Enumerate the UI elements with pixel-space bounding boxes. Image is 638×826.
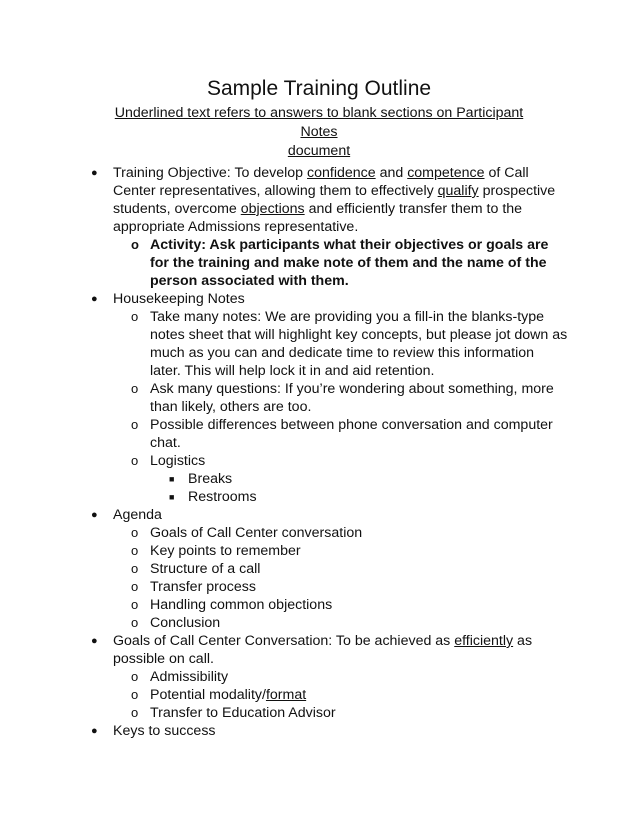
agenda-item: Transfer process [150, 579, 256, 595]
agenda-item: Conclusion [150, 615, 221, 631]
objective-text-3: of Call Center representatives, allowing them to effectively [113, 165, 529, 199]
circle-bullet-icon: o [131, 453, 139, 468]
outline-subitem [0, 560, 568, 578]
housekeeping-item-notes: Take many notes: We are providing you a fill-in the blanks-type notes sheet that will highlight key concepts, but please jot down as much as you can and dedicate time to review this information later. This will help lock it in and aid retention. [150, 309, 568, 379]
circle-bullet-icon: o [131, 579, 139, 594]
outline-subsubitem [0, 488, 568, 506]
circle-bullet-icon: o [131, 669, 139, 684]
agenda-label: Agenda [113, 507, 162, 523]
outline-subitem [0, 686, 568, 704]
document-title: Sample Training Outline [206, 77, 432, 100]
objective-text-1: Training Objective: To develop [113, 165, 308, 181]
subtitle-line-2: document [287, 143, 351, 159]
goals-item-transfer: Transfer to Education Advisor [150, 705, 336, 721]
circle-bullet-icon: o [131, 543, 139, 558]
circle-bullet-icon: o [131, 561, 139, 576]
agenda-item: Structure of a call [150, 561, 261, 577]
bullet-icon: ● [91, 167, 98, 179]
goals-item-admissibility: Admissibility [150, 669, 229, 685]
circle-bullet-icon: o [131, 381, 139, 396]
circle-bullet-icon: o [131, 309, 139, 324]
bullet-icon: ● [91, 635, 98, 647]
bullet-icon: ● [91, 509, 98, 521]
outline-subitem [0, 704, 568, 722]
outline-subitem [0, 416, 568, 452]
outline-subitem [0, 308, 568, 380]
keys-label: Keys to success [113, 723, 216, 739]
outline-subitem [0, 578, 568, 596]
circle-bullet-icon: o [131, 615, 139, 630]
agenda-item: Goals of Call Center conversation [150, 525, 363, 541]
blank-answer-format: format [265, 687, 307, 703]
blank-answer-confidence: confidence [307, 165, 376, 181]
outline-subitem [0, 524, 568, 542]
outline-subitem [0, 452, 568, 470]
outline-item-training-objective [0, 164, 565, 236]
goals-text-1: Goals of Call Center Conversation: To be achieved as [113, 633, 455, 649]
circle-bullet-icon: o [131, 687, 139, 702]
outline-item-agenda [0, 506, 565, 524]
housekeeping-item-questions: Ask many questions: If you’re wondering about something, more than likely, others are too. [150, 381, 554, 415]
outline [0, 164, 638, 740]
circle-bullet-icon: o [131, 237, 139, 252]
agenda-item: Key points to remember [150, 543, 301, 559]
goals-item-modality: Potential modality/ [150, 687, 266, 703]
housekeeping-item-logistics: Logistics [150, 453, 206, 469]
circle-bullet-icon: o [131, 417, 139, 432]
circle-bullet-icon: o [131, 705, 139, 720]
objective-text-4: prospective students, overcome [113, 183, 556, 217]
outline-subitem [0, 596, 568, 614]
bullet-icon: ● [91, 725, 98, 737]
blank-answer-qualify: qualify [437, 183, 479, 199]
agenda-item: Handling common objections [150, 597, 333, 613]
circle-bullet-icon: o [131, 597, 139, 612]
outline-subsubitem [0, 470, 568, 488]
blank-answer-competence: competence [407, 165, 485, 181]
blank-answer-objections: objections [240, 201, 305, 217]
outline-subitem [0, 668, 568, 686]
objective-text-5: and efficiently transfer them to the appropriate Admissions representative. [113, 201, 523, 235]
circle-bullet-icon: o [131, 525, 139, 540]
outline-subitem [0, 380, 568, 416]
logistics-item-restrooms: Restrooms [188, 489, 257, 505]
outline-item-goals [0, 632, 565, 668]
activity-text: Activity: Ask participants what their objectives or goals are for the training and make note of them and the name of the person associated with them. [150, 237, 549, 289]
outline-subitem [0, 614, 568, 632]
housekeeping-label: Housekeeping Notes [113, 291, 245, 307]
square-bullet-icon: ■ [169, 474, 175, 484]
outline-item-housekeeping [0, 290, 565, 308]
logistics-item-breaks: Breaks [188, 471, 233, 487]
square-bullet-icon: ■ [169, 492, 175, 502]
outline-subitem [0, 542, 568, 560]
bullet-icon: ● [91, 293, 98, 305]
goals-text-2: as possible on call. [113, 633, 533, 667]
outline-item-keys [0, 722, 565, 740]
subtitle-line-1: Underlined text refers to answers to blank sections on Participant Notes [114, 105, 524, 140]
blank-answer-efficiently: efficiently [454, 633, 514, 649]
objective-text-2: and [375, 165, 408, 181]
housekeeping-item-differences: Possible differences between phone conversation and computer chat. [150, 417, 553, 451]
document-subtitle [96, 104, 542, 161]
outline-subitem-activity [0, 236, 568, 290]
